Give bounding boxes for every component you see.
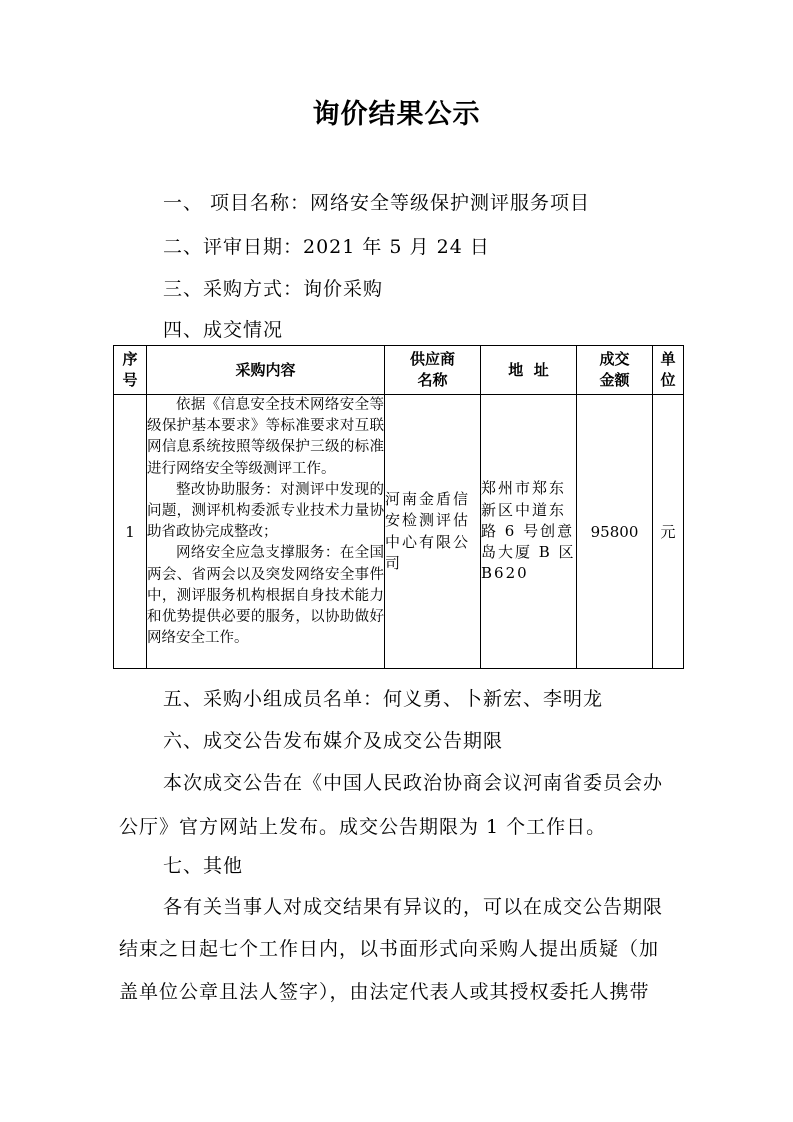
media-text-line: 公厅》官方网站上发布。成交公告期限为 1 个工作日。 bbox=[119, 816, 607, 838]
row-seq: 1 bbox=[114, 395, 147, 669]
header-seq: 序 号 bbox=[114, 346, 147, 395]
header-amount: 成交 金额 bbox=[577, 346, 653, 395]
review-date-line: 二、评审日期：2021 年 5 月 24 日 bbox=[163, 236, 490, 258]
group-members-line: 五、采购小组成员名单：何义勇、卜新宏、李明龙 bbox=[163, 688, 604, 710]
row-address: 郑州市郑东新区中道东路 6 号创意岛大厦 B 区 B620 bbox=[481, 395, 577, 669]
other-text-line: 结束之日起七个工作日内，以书面形式向采购人提出质疑（加 bbox=[119, 938, 660, 960]
row-amount: 95800 bbox=[577, 395, 653, 669]
other-text-line: 各有关当事人对成交结果有异议的，可以在成交公告期限 bbox=[163, 896, 664, 918]
media-heading: 六、成交公告发布媒介及成交公告期限 bbox=[163, 730, 504, 752]
header-content: 采购内容 bbox=[147, 346, 385, 395]
procurement-method-line: 三、采购方式：询价采购 bbox=[163, 278, 384, 300]
row-content bbox=[147, 395, 385, 669]
other-heading: 七、其他 bbox=[163, 855, 244, 877]
row-unit: 元 bbox=[653, 395, 684, 669]
content-paragraph: 网络安全应急支撑服务：在全国两会、省两会以及突发网络安全事件中，测评服务机构根据自身技术能力和优势提供必要的服务，以协助做好网络安全工作。 bbox=[147, 545, 384, 647]
header-address: 地 址 bbox=[481, 346, 577, 395]
content-paragraph: 整改协助服务：对测评中发现的问题，测评机构委派专业技术力量协助省政协完成整改； bbox=[147, 481, 384, 541]
row-supplier: 河南金盾信安检测评估中心有限公司 bbox=[385, 395, 481, 669]
header-supplier: 供应商 名称 bbox=[385, 346, 481, 395]
project-name-line: 一、 项目名称：网络安全等级保护测评服务项目 bbox=[163, 192, 591, 214]
media-text-line: 本次成交公告在《中国人民政治协商会议河南省委员会办 bbox=[163, 772, 664, 794]
table-header-row bbox=[114, 346, 684, 395]
deal-table bbox=[113, 345, 684, 669]
deal-heading: 四、成交情况 bbox=[163, 319, 284, 341]
page-title: 询价结果公示 bbox=[312, 99, 481, 130]
table-row bbox=[114, 395, 684, 669]
other-text-line: 盖单位公章且法人签字），由法定代表人或其授权委托人携带 bbox=[119, 981, 650, 1003]
content-paragraph: 依据《信息安全技术网络安全等级保护基本要求》等标准要求对互联网信息系统按照等级保护三级的标准进行网络安全等级测评工作。 bbox=[147, 397, 384, 477]
header-unit: 单 位 bbox=[653, 346, 684, 395]
